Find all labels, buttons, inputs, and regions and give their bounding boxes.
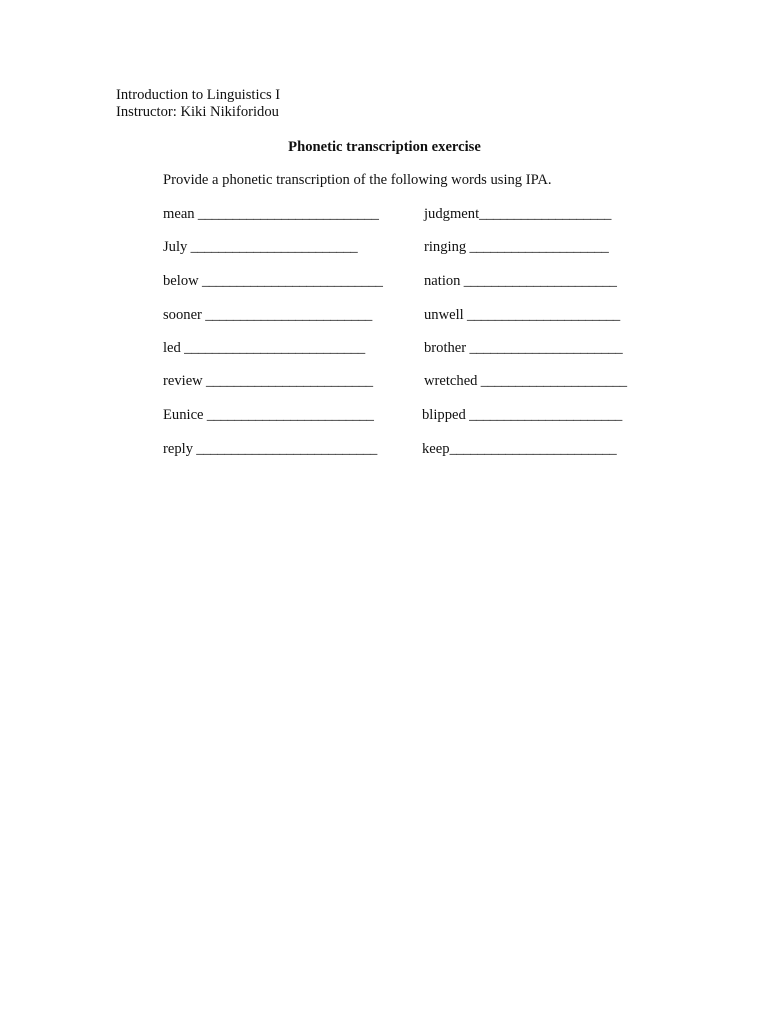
word-label: blipped bbox=[422, 407, 466, 423]
word-item-eunice bbox=[163, 407, 374, 424]
course-title: Introduction to Linguistics I bbox=[116, 87, 281, 103]
word-item-below bbox=[163, 273, 383, 290]
answer-blank: ________________________ bbox=[203, 407, 374, 423]
word-label: reply bbox=[163, 441, 193, 457]
instructions-text: Provide a phonetic transcription of the following words using IPA. bbox=[163, 172, 552, 188]
answer-blank: _____________________ bbox=[477, 373, 627, 389]
answer-blank: ______________________ bbox=[465, 407, 622, 423]
answer-blank: ______________________ bbox=[466, 340, 623, 356]
exercise-title: Phonetic transcription exercise bbox=[288, 139, 481, 155]
word-label: judgment bbox=[424, 206, 480, 222]
answer-blank: __________________________ bbox=[180, 340, 365, 356]
word-label: Eunice bbox=[163, 407, 204, 423]
word-item-brother bbox=[424, 340, 622, 357]
word-label: sooner bbox=[163, 307, 202, 323]
answer-blank: ____________________ bbox=[466, 239, 609, 255]
word-item-ringing bbox=[424, 239, 608, 256]
word-item-reply bbox=[163, 441, 377, 458]
word-item-mean bbox=[163, 206, 379, 223]
word-item-wretched bbox=[424, 373, 627, 390]
word-item-july bbox=[163, 239, 357, 256]
word-label: ringing bbox=[424, 239, 467, 255]
answer-blank: __________________________ bbox=[198, 273, 383, 289]
word-label: July bbox=[163, 239, 188, 255]
answer-blank: ________________________ bbox=[202, 373, 373, 389]
word-item-nation bbox=[424, 273, 617, 290]
answer-blank: ___________________ bbox=[479, 206, 612, 222]
word-label: brother bbox=[424, 340, 467, 356]
word-label: below bbox=[163, 273, 199, 289]
answer-blank: ______________________ bbox=[460, 273, 617, 289]
word-label: nation bbox=[424, 273, 461, 289]
word-label: mean bbox=[163, 206, 195, 222]
answer-blank: ________________________ bbox=[187, 239, 358, 255]
word-label: led bbox=[163, 340, 181, 356]
word-item-unwell bbox=[424, 307, 620, 324]
word-label: wretched bbox=[424, 373, 478, 389]
answer-blank: ________________________ bbox=[201, 307, 372, 323]
answer-blank: ______________________ bbox=[463, 307, 620, 323]
word-item-judgment bbox=[424, 206, 611, 223]
word-item-blipped bbox=[422, 407, 622, 424]
word-label: keep bbox=[422, 441, 450, 457]
word-item-keep bbox=[422, 441, 616, 458]
word-item-sooner bbox=[163, 307, 372, 324]
word-item-led bbox=[163, 340, 365, 357]
answer-blank: __________________________ bbox=[193, 441, 377, 457]
instructor-name: Instructor: Kiki Nikiforidou bbox=[116, 104, 279, 120]
word-item-review bbox=[163, 373, 373, 390]
answer-blank: ________________________ bbox=[449, 441, 617, 457]
word-label: unwell bbox=[424, 307, 464, 323]
answer-blank: __________________________ bbox=[194, 206, 379, 222]
word-label: review bbox=[163, 373, 203, 389]
